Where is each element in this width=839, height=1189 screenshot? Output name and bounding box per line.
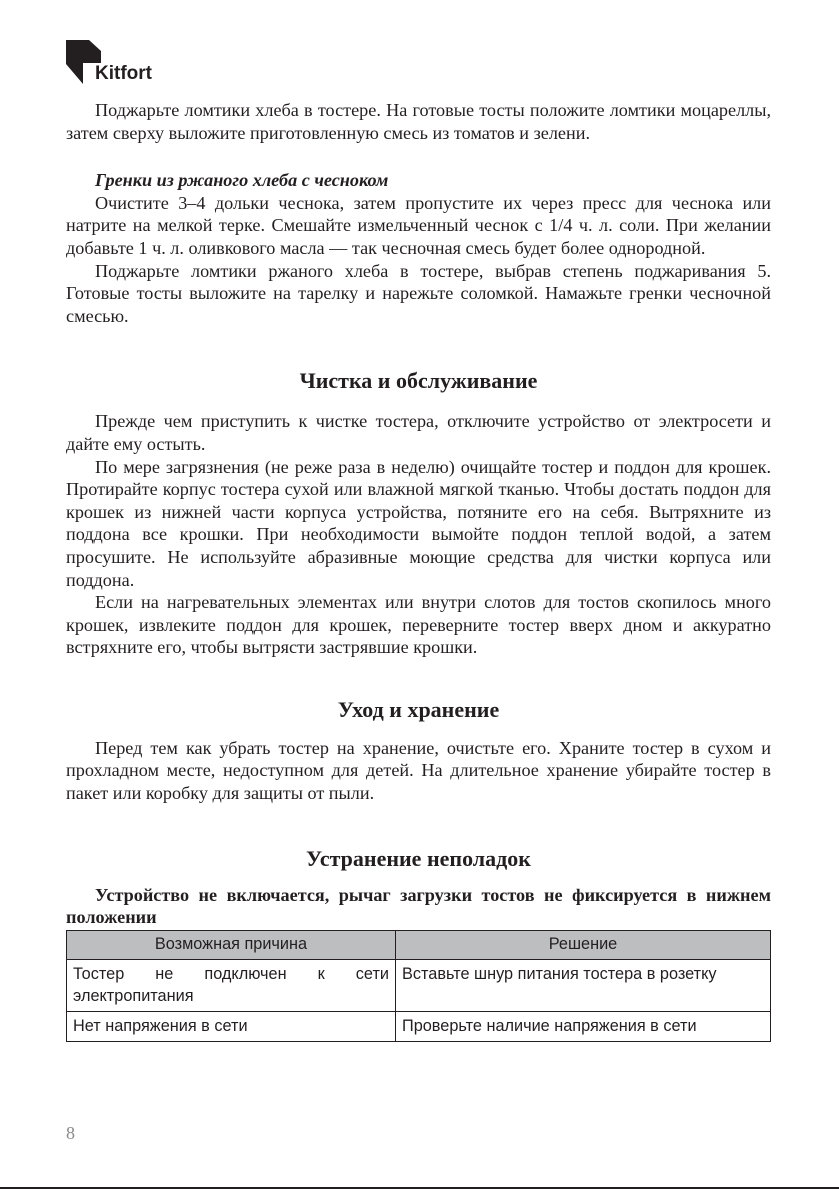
table-header-row xyxy=(67,930,771,959)
troubleshooting-subtitle: Устройство не включается, рычаг загрузки тостов не фиксируется в нижнем положении xyxy=(66,884,771,928)
section-title-troubleshooting: Устранение неполадок xyxy=(306,845,531,871)
cleaning-paragraph-3: Если на нагревательных элементах или внутри слотов для тостов скопилось много крошек, извлеките поддон для крошек, переверните тостер вверх дном и аккуратно встряхните его, чтобы вытрясти застрявшие крошки. xyxy=(66,592,771,658)
table-header-solution: Решение xyxy=(396,930,771,959)
recipe-title: Гренки из ржаного хлеба с чесноком xyxy=(95,170,389,191)
table-cell-cause: Тостер не подключен к сети электропитания xyxy=(67,959,396,1011)
troubleshooting-table xyxy=(66,930,771,1042)
cleaning-paragraph-1: Прежде чем приступить к чистке тостера, отключите устройство от электросети и дайте ему остыть. xyxy=(66,411,771,454)
care-paragraph: Перед тем как убрать тостер на хранение, очистьте его. Храните тостер в сухом и прохладном месте, недоступном для детей. На длительное хранение убирайте тостер в пакет или коробку для защиты от пыли. xyxy=(66,737,771,804)
kitfort-logo xyxy=(66,40,166,86)
table-row xyxy=(67,959,771,1011)
recipe-paragraph-1: Очистите 3–4 дольки чеснока, затем пропустите их через пресс для чеснока или натрите на мелкой терке. Смешайте измельченный чеснок с 1/4 ч. л. соли. При желании добавьте 1 ч. л. оливкового масла — так чесночная смесь будет более однородной. xyxy=(66,192,771,258)
table-row xyxy=(67,1011,771,1041)
table-header-cause: Возможная причина xyxy=(67,930,396,959)
brand-name: Kitfort xyxy=(95,63,152,84)
table-cell-cause: Нет напряжения в сети xyxy=(67,1011,396,1041)
table-cell-solution: Вставьте шнур питания тостера в розетку xyxy=(396,959,771,1011)
recipe-paragraph-2: Поджарьте ломтики ржаного хлеба в тостере, выбрав степень поджаривания 5. Готовые тосты выложите на тарелку и нарежьте соломкой. Намажьте гренки чесночной смесью. xyxy=(66,260,771,326)
intro-paragraph: Поджарьте ломтики хлеба в тостере. На готовые тосты положите ломтики моцареллы, затем сверху выложите приготовленную смесь из томатов и зелени. xyxy=(66,100,771,143)
page-number: 8 xyxy=(66,1123,75,1143)
section-title-cleaning: Чистка и обслуживание xyxy=(299,368,538,394)
section-title-care: Уход и хранение xyxy=(337,696,500,722)
cleaning-paragraph-2: По мере загрязнения (не реже раза в неделю) очищайте тостер и поддон для крошек. Протирайте корпус тостера сухой или влажной мягкой тканью. Чтобы достать поддон для крошек из нижней части корпуса устройства, потяните его на себя. Вытряхните из поддона все крошки. При необходимости вымойте поддон теплой водой, а затем просушите. Не используйте абразивные моющие средства для чистки корпуса или поддона. xyxy=(66,456,771,590)
table-cell-solution: Проверьте наличие напряжения в сети xyxy=(396,1011,771,1041)
page-content xyxy=(66,99,771,1042)
